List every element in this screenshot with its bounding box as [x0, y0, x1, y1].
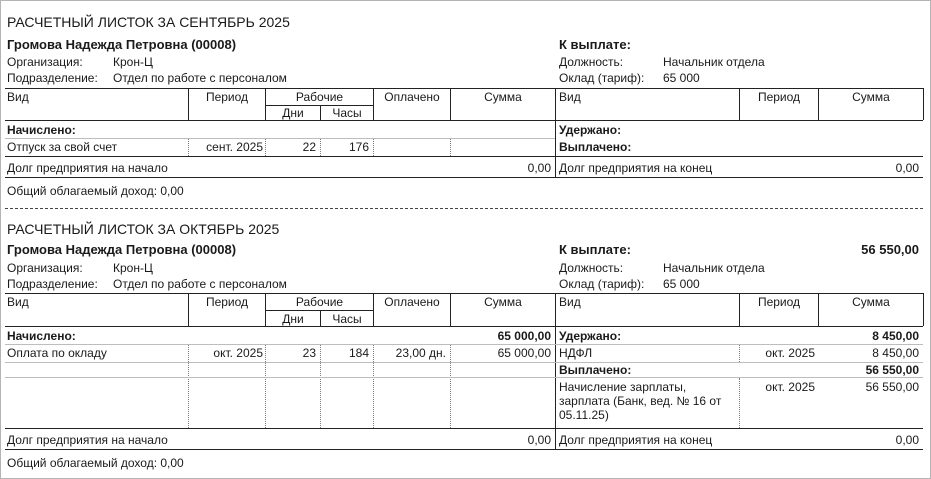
header-summa-right: Сумма: [852, 295, 890, 309]
department-value: Отдел по работе с персоналом: [113, 71, 287, 85]
paid-label: Выплачено:: [559, 363, 632, 377]
debt-end-label: Долг предприятия на конец: [559, 161, 713, 175]
table-top-border: [5, 293, 923, 294]
paid-label: Выплачено:: [559, 140, 632, 154]
department-value: Отдел по работе с персоналом: [113, 277, 287, 291]
accrual-paid: 23,00 дн.: [395, 346, 446, 360]
accrual-name: Отпуск за свой счет: [7, 140, 118, 154]
employee-name: Громова Надежда Петровна (00008): [7, 37, 237, 52]
slip-title: РАСЧЕТНЫЙ ЛИСТОК ЗА СЕНТЯБРЬ 2025: [7, 14, 290, 30]
debt-start-value: 0,00: [527, 433, 551, 447]
cell-divider: [373, 138, 374, 156]
organization-label: Организация:: [7, 55, 83, 69]
withholding-period: окт. 2025: [765, 346, 815, 360]
salary-label: Оклад (тариф):: [559, 71, 645, 85]
header-summa: Сумма: [484, 295, 522, 309]
header-period-right: Период: [757, 295, 801, 309]
section-divider: [555, 88, 556, 177]
header-chasy: Часы: [332, 312, 362, 326]
header-subdivider: [265, 310, 373, 311]
to-pay-value: 56 550,00: [861, 242, 919, 257]
withholding-sum: 8 450,00: [872, 346, 919, 360]
taxable-income: Общий облагаемый доход: 0,00: [7, 184, 184, 198]
accrual-sum: 65 000,00: [497, 346, 551, 360]
withholding-name: НДФЛ: [559, 346, 593, 360]
position-label: Должность:: [559, 55, 624, 69]
header-summa-right: Сумма: [852, 90, 890, 104]
col-divider: [923, 293, 924, 326]
payment-period: окт. 2025: [765, 380, 815, 394]
header-oplacheno: Оплачено: [384, 295, 440, 309]
debt-end-value: 0,00: [895, 433, 919, 447]
accrual-name: Оплата по окладу: [7, 346, 107, 360]
header-vid-right: Вид: [559, 90, 581, 104]
slip-title: РАСЧЕТНЫЙ ЛИСТОК ЗА ОКТЯБРЬ 2025: [7, 221, 280, 237]
accrual-hours: 176: [348, 140, 369, 154]
accrual-period: сент. 2025: [206, 140, 263, 154]
slip-separator: [5, 208, 923, 209]
debt-end-label: Долг предприятия на конец: [559, 433, 713, 447]
debt-start-value: 0,00: [527, 161, 551, 175]
accrued-label: Начислено:: [7, 329, 76, 343]
section-divider: [555, 293, 556, 449]
debt-end-value: 0,00: [895, 161, 919, 175]
header-period: Период: [205, 295, 249, 309]
paid-total: 56 550,00: [865, 363, 919, 377]
table-bottom-border: [5, 156, 923, 157]
payment-name: Начисление зарплаты, зарплата (Банк, вед. № 16 от 05.11.25): [559, 380, 722, 422]
header-bottom-border: [5, 326, 923, 327]
table-bottom-border: [5, 428, 923, 429]
header-vid: Вид: [7, 90, 29, 104]
header-chasy: Часы: [332, 106, 362, 120]
salary-label: Оклад (тариф):: [559, 277, 645, 291]
header-summa: Сумма: [484, 90, 522, 104]
to-pay-label: К выплате:: [559, 242, 631, 257]
accrued-label: Начислено:: [7, 123, 76, 137]
row-divider: [5, 138, 555, 139]
department-label: Подразделение:: [7, 277, 98, 291]
col-divider: [923, 88, 924, 120]
debt-row-border: [5, 177, 923, 178]
payment-sum: 56 550,00: [865, 380, 919, 394]
position-value: Начальник отдела: [663, 261, 765, 275]
withheld-total: 8 450,00: [872, 329, 919, 343]
organization-value: Крон-Ц: [113, 261, 153, 275]
cell-divider: [450, 138, 451, 156]
header-rabochie: Рабочие: [295, 90, 344, 104]
position-value: Начальник отдела: [663, 55, 765, 69]
organization-label: Организация:: [7, 261, 83, 275]
header-vid-right: Вид: [559, 295, 581, 309]
withheld-label: Удержано:: [559, 329, 622, 343]
accrual-days: 23: [302, 346, 316, 360]
header-vid: Вид: [7, 295, 29, 309]
salary-value: 65 000: [663, 277, 700, 291]
accrued-total: 65 000,00: [497, 329, 551, 343]
department-label: Подразделение:: [7, 71, 98, 85]
header-period-right: Период: [757, 90, 801, 104]
debt-row-border: [5, 449, 923, 450]
debt-start-label: Долг предприятия на начало: [7, 433, 168, 447]
accrual-hours: 184: [348, 346, 369, 360]
header-bottom-border: [5, 120, 923, 121]
header-dni: Дни: [282, 106, 304, 120]
withheld-label: Удержано:: [559, 123, 622, 137]
table-top-border: [5, 88, 923, 89]
row-divider: [5, 362, 923, 363]
header-dni: Дни: [282, 312, 304, 326]
row-divider: [5, 377, 923, 378]
position-label: Должность:: [559, 261, 624, 275]
taxable-income: Общий облагаемый доход: 0,00: [7, 456, 184, 470]
row-divider: [5, 344, 923, 345]
to-pay-label: К выплате:: [559, 37, 631, 52]
accrual-days: 22: [302, 140, 316, 154]
header-rabochie: Рабочие: [295, 295, 344, 309]
salary-value: 65 000: [663, 71, 700, 85]
header-period: Период: [205, 90, 249, 104]
employee-name: Громова Надежда Петровна (00008): [7, 242, 237, 257]
debt-start-label: Долг предприятия на начало: [7, 161, 168, 175]
organization-value: Крон-Ц: [113, 55, 153, 69]
header-oplacheno: Оплачено: [384, 90, 440, 104]
accrual-period: окт. 2025: [213, 346, 263, 360]
